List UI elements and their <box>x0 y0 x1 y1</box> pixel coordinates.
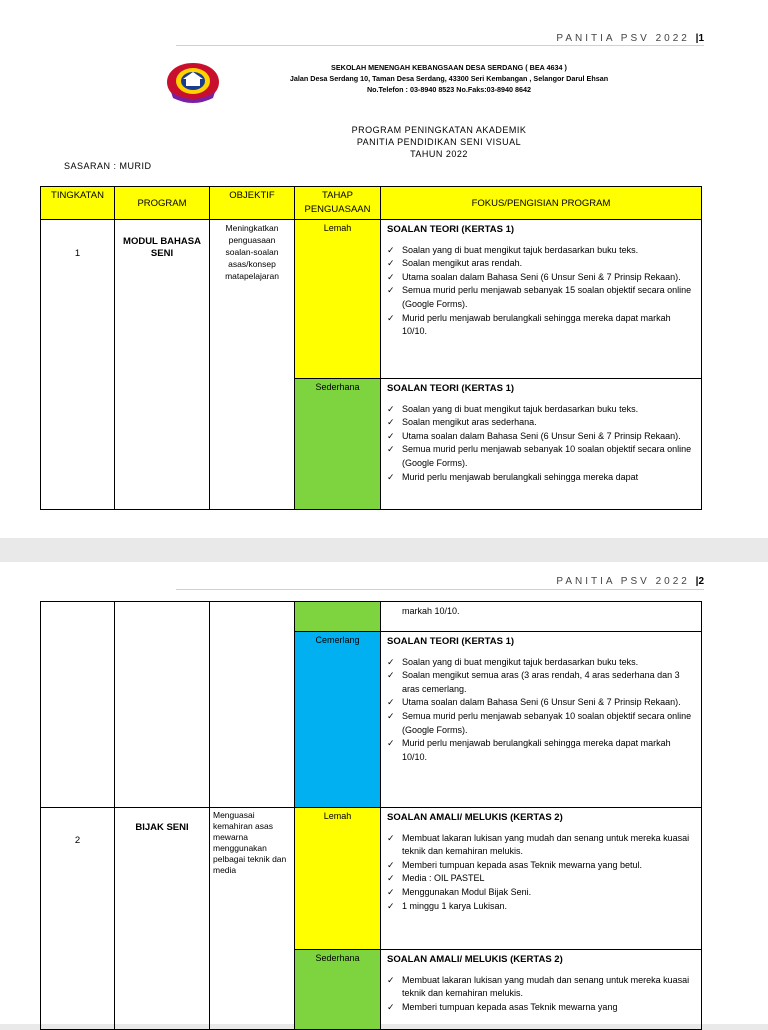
focus-title: SOALAN AMALI/ MELUKIS (KERTAS 2) <box>387 812 563 823</box>
level-lemah: Lemah <box>295 220 381 379</box>
list-item: ✓ Utama soalan dalam Bahasa Seni (6 Unsur Seni & 7 Prinsip Rekaan). <box>387 696 695 710</box>
list-item: ✓ Memberi tumpuan kepada asas Teknik mewarna yang <box>387 1001 695 1015</box>
table-header-row <box>41 187 702 220</box>
focus-title: SOALAN TEORI (KERTAS 1) <box>387 636 515 647</box>
page-header: PANITIA PSV 2022 |2 <box>556 576 704 587</box>
list-item: ✓ Utama soalan dalam Bahasa Seni (6 Unsur Seni & 7 Prinsip Rekaan). <box>387 430 695 444</box>
list-item: ✓ Semua murid perlu menjawab sebanyak 10 soalan objektif secara online (Google Forms). <box>387 710 695 737</box>
program-title <box>0 124 768 160</box>
tingkatan-cell <box>41 602 115 808</box>
header-label: PANITIA PSV 2022 <box>556 33 690 44</box>
list-item: ✓ Utama soalan dalam Bahasa Seni (6 Unsur Seni & 7 Prinsip Rekaan). <box>387 271 695 285</box>
tingkatan-cell: 2 <box>41 808 115 1030</box>
list-item: ✓ 1 minggu 1 karya Lukisan. <box>387 900 695 914</box>
focus-title: SOALAN TEORI (KERTAS 1) <box>387 383 515 394</box>
focus-title: SOALAN TEORI (KERTAS 1) <box>387 224 515 235</box>
program-table-page2 <box>40 601 702 1030</box>
focus-list <box>387 832 695 914</box>
list-item: ✓ Semua murid perlu menjawab sebanyak 10 soalan objektif secara online (Google Forms). <box>387 443 695 470</box>
level-lemah: Lemah <box>295 808 381 950</box>
table-row <box>41 808 702 950</box>
focus-list <box>387 403 695 485</box>
target-label: SASARAN : MURID <box>64 161 152 171</box>
list-item: ✓ Soalan yang di buat mengikut tajuk berdasarkan buku teks. <box>387 244 695 258</box>
document-page-2 <box>0 562 768 1024</box>
table-row <box>41 602 702 632</box>
list-item: ✓ Murid perlu menjawab berulangkali sehingga mereka dapat markah 10/10. <box>387 737 695 764</box>
page-number: 1 <box>698 33 704 44</box>
page-header: PANITIA PSV 2022 |1 <box>556 33 704 44</box>
focus-cell <box>381 632 702 808</box>
list-item: ✓ Media : OIL PASTEL <box>387 872 695 886</box>
focus-cell <box>381 950 702 1030</box>
list-item: ✓ Membuat lakaran lukisan yang mudah dan senang untuk mereka kuasai teknik dan kemahiran melukis. <box>387 832 695 859</box>
header-tingkatan: TINGKATAN <box>41 187 115 220</box>
level-sederhana-cont <box>295 602 381 632</box>
level-cemerlang: Cemerlang <box>295 632 381 808</box>
program-cell <box>115 602 210 808</box>
focus-list <box>387 656 695 765</box>
list-item: ✓ Memberi tumpuan kepada asas Teknik mewarna yang betul. <box>387 859 695 873</box>
list-item: ✓ Soalan yang di buat mengikut tajuk berdasarkan buku teks. <box>387 403 695 417</box>
focus-list <box>387 974 695 1015</box>
school-crest-icon <box>163 60 223 104</box>
focus-continued: markah 10/10. <box>402 606 460 616</box>
focus-cell <box>381 379 702 510</box>
table-row <box>41 220 702 379</box>
program-cell: BIJAK SENI <box>115 808 210 1030</box>
list-item: ✓ Soalan yang di buat mengikut tajuk berdasarkan buku teks. <box>387 656 695 670</box>
list-item: ✓ Murid perlu menjawab berulangkali sehingga mereka dapat <box>387 471 695 485</box>
list-item: ✓ Soalan mengikut aras sederhana. <box>387 416 695 430</box>
objektif-cell: Meningkatkan penguasaan soalan-soalan asas/konsep matapelajaran <box>210 220 295 510</box>
program-title-line3: TAHUN 2022 <box>410 149 468 159</box>
focus-list <box>387 244 695 339</box>
header-rule <box>176 45 704 46</box>
header-objektif: OBJEKTIF <box>210 187 295 220</box>
list-item: ✓ Semua murid perlu menjawab sebanyak 15 soalan objektif secara online (Google Forms). <box>387 284 695 311</box>
level-sederhana: Sederhana <box>295 379 381 510</box>
tingkatan-cell: 1 <box>41 220 115 510</box>
objektif-cell: Menguasai kemahiran asas mewarna menggunakan pelbagai teknik dan media <box>210 808 295 1030</box>
school-phone: No.Telefon : 03-8940 8523 No.Faks:03-8940 8642 <box>366 85 532 94</box>
list-item: ✓ Murid perlu menjawab berulangkali sehingga mereka dapat markah 10/10. <box>387 312 695 339</box>
list-item: ✓ Membuat lakaran lukisan yang mudah dan senang untuk mereka kuasai teknik dan kemahiran melukis. <box>387 974 695 1001</box>
header-rule <box>176 589 704 590</box>
header-tahap: TAHAP PENGUASAAN <box>295 187 381 220</box>
program-title-line1: PROGRAM PENINGKATAN AKADEMIK <box>351 125 527 135</box>
page-number: 2 <box>698 576 704 587</box>
program-title-line2: PANITIA PENDIDIKAN SENI VISUAL <box>356 137 522 147</box>
program-cell: MODUL BAHASA SENI <box>115 220 210 510</box>
school-name: SEKOLAH MENENGAH KEBANGSAAN DESA SERDANG ( BEA 4634 ) <box>331 63 567 72</box>
program-table-page1 <box>40 186 702 510</box>
header-program: PROGRAM <box>115 187 210 220</box>
focus-cell <box>381 220 702 379</box>
school-address: Jalan Desa Serdang 10, Taman Desa Serdang, 43300 Seri Kembangan , Selangor Darul Ehsan <box>289 74 609 83</box>
list-item: ✓ Menggunakan Modul Bijak Seni. <box>387 886 695 900</box>
school-info <box>230 62 668 95</box>
header-fokus: FOKUS/PENGISIAN PROGRAM <box>381 187 702 220</box>
focus-cell <box>381 808 702 950</box>
header-label: PANITIA PSV 2022 <box>556 576 690 587</box>
list-item: ✓ Soalan mengikut semua aras (3 aras rendah, 4 aras sederhana dan 3 aras cemerlang. <box>387 669 695 696</box>
list-item: ✓ Soalan mengikut aras rendah. <box>387 257 695 271</box>
focus-title: SOALAN AMALI/ MELUKIS (KERTAS 2) <box>387 954 563 965</box>
level-sederhana: Sederhana <box>295 950 381 1030</box>
focus-cell <box>381 602 702 632</box>
objektif-cell <box>210 602 295 808</box>
